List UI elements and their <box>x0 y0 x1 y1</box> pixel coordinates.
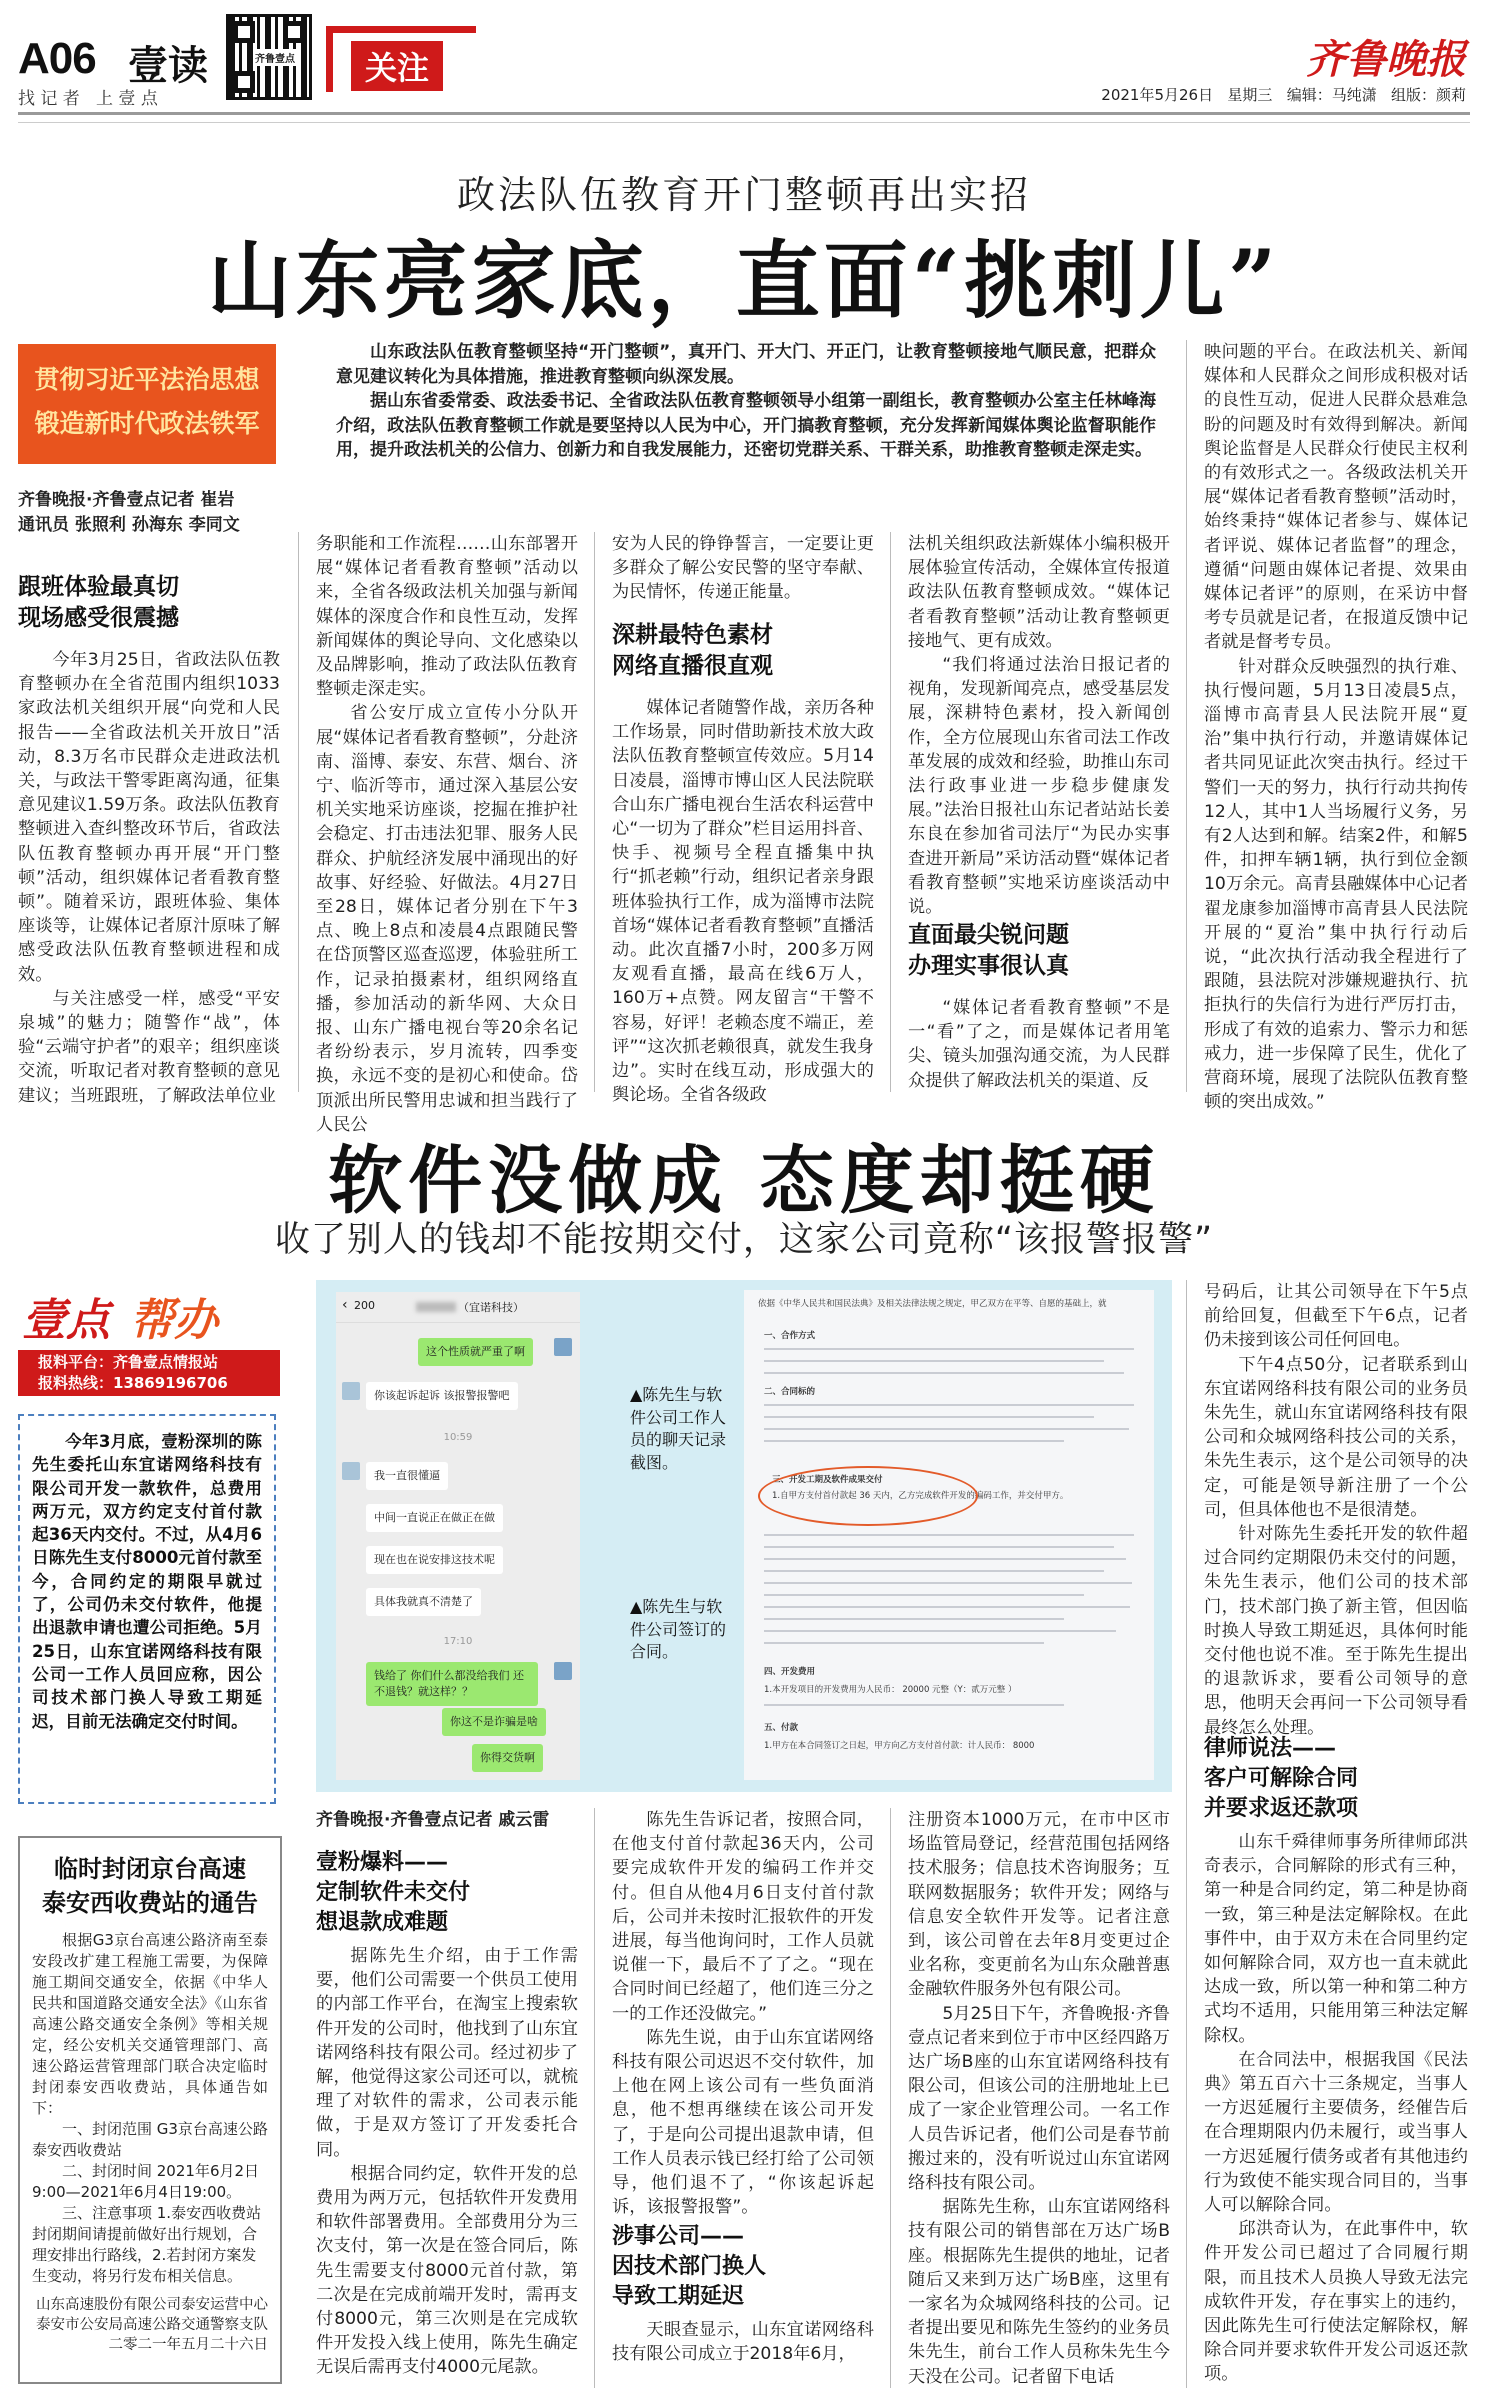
paragraph: 山东千舜律师事务所律师邱洪奇表示，合同解除的形式有三种，第一种是合同约定，第二种是协商一致，第三种是法定解除权。在此事件中，由于双方未在合同里约定如何解除合同，双方也一直未就此达成一致，所以第一种和第二种方式均不适用，只能用第三种法定解除权。 <box>1204 1832 1468 2046</box>
contract-section: 二、合同标的 <box>764 1387 816 1397</box>
paragraph: 根据合同约定，软件开发的总费用为两万元，包括软件开发费用和软件部署费用。全部费用分为三次支付，第一次是在签合同后，陈先生需要支付8000元首付款，第二次是在完成前端开发时，需再支付8000元，第三次则是在完成软件开发投入线上使用，陈先生确定无误后需再支付4000元尾款。 <box>316 2163 578 2378</box>
paragraph: 省公安厅成立宣传小分队开展“媒体记者看教育整顿”，分赴济南、淄博、泰安、东营、烟台、济宁、临沂等市，通过深入基层公安机关实地采访座谈，挖掘在推护社会稳定、打击违法犯罪、服务人民群众、护航经济发展中涌现出的好故事、好经验、好做法。4月27日至28日，媒体记者分别在下午3点、晚上8点和凌晨4点跟随民警在岱顶警区巡查巡逻，体验驻所工作，记录拍摄素材，组织网络直播，参加活动的新华网、大众日报、山东广播电视台等20余名记者纷纷表示，岁月流转，四季变换，永远不变的是初心和使命。岱顶派出所民警用忠诚和担当践行了人民公 <box>316 703 578 1135</box>
column-logo-a: 壹点 <box>22 1295 110 1346</box>
chat-message: 你这不是诈骗是啥 <box>442 1708 546 1736</box>
text-line <box>764 1642 1044 1644</box>
lead-subhead-1: 跟班体验最真切 现场感受很震撼 <box>18 574 179 631</box>
paragraph: 注册资本1000万元，在市中区市场监管局登记，经营范围包括网络技术服务；信息技术咨询服务；互联网数据服务；软件开发；网络与信息安全软件开发等。记者注意到，该公司曾在去年8月变更过企业名称，变更前名为山东众融普惠金融软件服务外包有限公司。 <box>908 1810 1170 2000</box>
second-col-4a <box>1204 1280 1468 1738</box>
text-line <box>764 1630 1116 1632</box>
hotline-text: 报料平台：齐鲁壹点情报站 报料热线：13869196706 <box>38 1353 228 1392</box>
paragraph: 映问题的平台。在政法机关、新闻媒体和人民群众之间形成积极对话的良性互动，促进人民群众悬难急盼的问题及时有效得到解决。新闻舆论监督是人民群众行使民主权利的有效形式之一。各级政法机关开展“媒体记者看教育整顿”活动时，始终秉持“媒体记者参与、媒体记者评说、媒体记者监督”的理念，遵循“问题由媒体记者提、效果由媒体记者评”的原则，在采访中督考专员就是记者，在报道反馈中记者就是督考专员。 <box>1204 342 1468 653</box>
column-rule <box>298 532 299 1092</box>
blurred-name <box>416 1302 456 1312</box>
column-rule <box>1186 1280 1187 2388</box>
paragraph: 天眼查显示，山东宜诺网络科技有限公司成立于2018年6月， <box>612 2320 874 2365</box>
column-rule <box>890 1808 891 2388</box>
text-line <box>764 1416 1094 1418</box>
summary-paragraph: 据山东省委常委、政法委书记、全省政法队伍教育整顿领导小组第一副组长，教育整顿办公室主任林峰海介绍，政法队伍教育整顿工作就是要坚持以人民为中心，开门搞教育整顿，充分发挥新闻媒体舆论监督职能作用，提升政法机关的公信力、创新力和自我发展能力，还密切党群关系、干群关系，助推教育整顿走深走实。 <box>336 391 1156 460</box>
contract-intro: 依据《中华人民共和国民法典》及相关法律法规之规定，甲乙双方在平等、自愿的基础上，就 <box>758 1299 1107 1309</box>
chat-message: 我一直很懂逼 <box>366 1462 448 1490</box>
text-line <box>764 1594 1084 1596</box>
second-subhead-1: 壹粉爆料—— 定制软件未交付 想退款成难题 <box>316 1850 471 1935</box>
section-name: 壹读 <box>128 43 208 89</box>
column-logo <box>18 1278 280 1346</box>
masthead-rule-thin <box>18 122 1470 123</box>
contract-screenshot <box>744 1290 1154 1780</box>
contract-circle <box>758 1466 978 1526</box>
notice-body: 根据G3京台高速公路济南至泰安段改扩建工程施工需要，为保障施工期间交通安全，依据《中华人民共和国道路交通安全法》《山东省高速公路交通安全条例》等相关规定，经公安机关交通管理部门、高速公路运营管理部门联合决定临时封闭泰安西收费站，具体通告如下： <box>32 1931 268 2117</box>
second-col-2b <box>612 2318 874 2388</box>
lead-subhead-2: 深耕最特色素材 网络直播很直观 <box>612 622 773 679</box>
paragraph: 5月25日下午，齐鲁晚报·齐鲁壹点记者来到位于市中区经四路万达广场B座的山东宜诺网络科技有限公司，但该公司的注册地址上已成了一家企业管理公司。一名工作人员告诉记者，他们公司是春节前搬过来的，没有听说过山东宜诺网络科技有限公司。 <box>908 2003 1170 2194</box>
notice-item: 二、封闭时间 2021年6月2日9:00—2021年6月4日19:00。 <box>32 2162 260 2201</box>
text-line <box>764 1606 1130 1608</box>
teaser-box <box>18 1414 276 1804</box>
contract-section: 一、合作方式 <box>764 1331 816 1341</box>
lead-col-4b <box>908 996 1170 1094</box>
paragraph: 法机关组织政法新媒体小编积极开展体验宣传活动，全媒体宣传报道政法队伍教育整顿成效。“媒体记者看教育整顿”活动让教育整顿更接地气、更有成效。 <box>908 534 1170 651</box>
paragraph: “媒体记者看教育整顿”不是一“看”了之，而是媒体记者用笔尖、镜头加强沟通交流，为人民群众提供了解政法机关的渠道、反 <box>908 998 1170 1091</box>
notice-issuers: 山东高速股份有限公司泰安运营中心 泰安市公安局高速公路交通警察支队 二零二一年五月二十六日 <box>36 2297 268 2353</box>
section-tag <box>326 26 476 92</box>
topic-banner <box>18 344 276 464</box>
avatar <box>554 1662 572 1680</box>
paragraph: 今年3月25日，省政法队伍教育整顿办在全省范围内组织1033家政法机关组织开展“向党和人民报告——全省政法机关开放日”活动，8.3万名市民群众走进政法机关，与政法干警零距离沟通，征集意见建议1.59万条。政法队伍教育整顿进入查纠整改环节后，省政法队伍教育整顿办再开展“开门整顿”活动，组织媒体记者看教育整顿”。随着采访，跟班体验、集体座谈等，让媒体记者原汁原味了解感受政法队伍教育整顿进程和成效。 <box>18 650 280 985</box>
chat-back-count: 200 <box>354 1299 375 1312</box>
column-rule <box>594 1808 595 2388</box>
chat-message: 中间一直说正在做正在做 <box>366 1504 503 1532</box>
qr-code <box>226 14 312 100</box>
notice-title: 临时封闭京台高速 泰安西收费站的通告 <box>42 1855 258 1917</box>
paragraph: 与关注感受一样，感受“平安泉城”的魅力；随警作“战”，体验“云端守护者”的艰辛；组织座谈交流，听取记者对教育整顿的意见建议；当班跟班，了解政法单位业 <box>18 988 280 1106</box>
text-line <box>764 1558 1126 1560</box>
teaser-text: 今年3月底，壹粉深圳的陈先生委托山东宜诺网络科技有限公司开发一款软件，总费用两万元，双方约定支付首付款起36天内交付。不过，从4月6日陈先生支付8000元首付款至今，合同约定的期限早就过了，公司仍未交付软件，他提出退款申请也遭公司拒绝。5月25日，山东宜诺网络科技有限公司一工作人员回应称，因公司技术部门换人导致工期延迟，目前无法确定交付时间。 <box>32 1432 262 1731</box>
paragraph: 务职能和工作流程……山东部署开展“媒体记者看教育整顿”活动以来，全省各级政法机关加强与新闻媒体的深度合作和良性互动，发挥新闻媒体的舆论导向、文化感染以及品牌影响，推动了政法队伍教育整顿走深走实。 <box>316 534 578 700</box>
contract-fee: 1.本开发项目的开发费用为人民币： 20000 元整（Y：贰万元整 ） <box>764 1685 1017 1695</box>
lead-subhead-3: 直面最尖锐问题 办理实事很认真 <box>908 922 1069 979</box>
avatar <box>342 1462 360 1480</box>
contract-section: 三、开发工期及软件成果交付 <box>772 1475 883 1485</box>
banner-line-1: 贯彻习近平法治思想 <box>34 365 260 394</box>
paragraph: “我们将通过法治日报记者的视角，发现新闻亮点，感受基层发展，深耕特色素材，投入新闻创作，全方位展现山东省司法工作改革发展的成效和经验，助推山东司法行政事业进一步稳步健康发展。”法治日报社山东记者站站长姜东良在参加省司法厅“为民办实事查进开新局”采访活动暨“媒体记者看教育整顿”实地采访座谈活动中说。 <box>908 655 1170 918</box>
second-col-1 <box>316 1944 578 2390</box>
lead-col-3b <box>612 696 874 1106</box>
chat-message: 具体我就真不清楚了 <box>366 1588 481 1616</box>
date-line: 2021年5月26日 星期三 编辑：马纯潇 组版：颜莉 <box>1101 86 1466 104</box>
text-line <box>764 1582 1132 1584</box>
masthead-slogan: 找 记 者 上 壹 点 <box>18 89 158 109</box>
text-line <box>764 1534 1134 1536</box>
masthead-rule <box>18 112 1470 115</box>
notice-item: 一、封闭范围 G3京台高速公路泰安西收费站 <box>32 2120 268 2159</box>
chat-header <box>336 1292 580 1323</box>
notice-item: 三、注意事项 1.泰安西收费站封闭期间请提前做好出行规划，合理安排出行路线，2.若封闭方案发生变动，将另行发布相关信息。 <box>32 2204 262 2285</box>
photo-caption-2: ▲陈先生与软件公司签订的合同。 <box>630 1597 727 1661</box>
avatar <box>342 1382 360 1400</box>
contract-section: 四、开发费用 <box>764 1667 816 1677</box>
text-line <box>764 1570 1104 1572</box>
lead-col-2 <box>316 532 578 1135</box>
paragraph: 陈先生说，由于山东宜诺网络科技有限公司迟迟不交付软件，加上他在网上该公司有一些负面消息，他不想再继续在该公司开发了，于是向公司提出退款申请，但工作人员表示钱已经打给了公司领导，他们退不了，“你该起诉起诉，该报警报警”。 <box>612 2027 874 2218</box>
paragraph: 邱洪奇认为，在此事件中，软件开发公司已超过了合同履行期限，而且技术人员换人导致无法完成软件开发，存在事实上的违约，因此陈先生可行使法定解除权，解除合同并要求软件开发公司返还款项。 <box>1204 2219 1468 2385</box>
chat-title: （宜诺科技） <box>458 1301 524 1314</box>
second-subhead-3: 律师说法—— 客户可解除合同 并要求返还款项 <box>1204 1736 1359 1821</box>
section-tag-label: 关注 <box>351 41 443 91</box>
chat-message: 你得交货啊 <box>472 1744 543 1772</box>
text-line <box>764 1348 1134 1350</box>
chat-message: 钱给了 你们什么都没给我们 还不退钱？就这样？？ <box>366 1662 538 1706</box>
back-arrow-icon: ‹ <box>342 1297 348 1313</box>
summary-paragraph: 山东政法队伍教育整顿坚持“开门整顿”，真开门、开大门、开正门，让教育整顿接地气顺民意，把群众意见建议转化为具体措施，推进教育整顿向纵深发展。 <box>336 342 1156 387</box>
paragraph: 安为人民的铮铮誓言，一定要让更多群众了解公安民警的坚守奉献、为民情怀，传递正能量。 <box>612 534 874 603</box>
chat-message: 现在也在说安排这技术呢 <box>366 1546 503 1574</box>
chat-timestamp: 10:59 <box>443 1432 473 1443</box>
paragraph: 号码后，让其公司领导在下午5点前给回复，但截至下午6点，记者仍未接到该公司任何回电。 <box>1204 1282 1468 1351</box>
text-line <box>764 1546 1114 1548</box>
lead-col-3a <box>612 532 874 606</box>
contract-payment: 1.甲方在本合同签订之日起，甲方向乙方支付首付款：计人民币： 8000 <box>764 1741 1035 1751</box>
paragraph: 在合同法中，根据我国《民法典》第五百六十三条规定，当事人一方迟延履行主要债务，经催告后在合理期限内仍未履行，或当事人一方迟延履行债务或者有其他违约行为致使不能实现合同目的，当事人可以解除合同。 <box>1204 2049 1468 2216</box>
second-subhead-2: 涉事公司—— 因技术部门换人 导致工期延迟 <box>612 2224 767 2309</box>
lead-summary <box>336 340 1156 463</box>
qr-label: 齐鲁壹点 <box>253 49 297 66</box>
second-col-2a <box>612 1808 874 2218</box>
chat-timestamp: 17:10 <box>443 1636 473 1647</box>
text-line <box>764 1372 1124 1374</box>
notice-box <box>18 1836 282 2384</box>
hotline-box <box>18 1350 280 1396</box>
lead-col-5 <box>1204 340 1468 1113</box>
column-rule <box>1186 340 1187 1092</box>
second-subhead: 收了别人的钱却不能按期交付，这家公司竟称“该报警报警” <box>274 1220 1214 1260</box>
column-rule <box>890 532 891 1092</box>
chat-screenshot <box>336 1292 580 1780</box>
second-byline: 齐鲁晚报·齐鲁壹点记者 戚云雷 <box>316 1810 550 1830</box>
lead-headline: 山东亮家底，直面“挑刺儿” <box>207 231 1281 330</box>
newspaper-logo: 齐鲁晚报 <box>1306 36 1466 83</box>
second-col-3 <box>908 1808 1170 2390</box>
paragraph: 据陈先生介绍，由于工作需要，他们公司需要一个供员工使用的内部工作平台，在淘宝上搜索软件开发的公司时，他找到了山东宜诺网络科技有限公司。经过初步了解，他觉得这家公司还可以，就梳理了对软件的需求，公司表示能做，于是双方签订了开发委托合同。 <box>316 1946 578 2160</box>
paragraph: 陈先生告诉记者，按照合同，在他支付首付款起36天内，公司要完成软件开发的编码工作并交付。但自从他4月6日支付首付款后，公司并未按时汇报软件的开发进展，每当他询问时，工作人员就说催一下，最后不了了之。“现在合同时间已经超了，他们连三分之一的工作还没做完。” <box>612 1810 874 2024</box>
paragraph: 下午4点50分，记者联系到山东宜诺网络科技有限公司的业务员朱先生，就山东宜诺网络科技有限公司和众城网络科技公司的关系，朱先生表示，这个是公司领导的决定，可能是领导新注册了一个公司，但具体他也不是很清楚。 <box>1204 1354 1468 1520</box>
lead-byline: 齐鲁晚报·齐鲁壹点记者 崔岩 通讯员 张照利 孙海东 李同文 <box>18 490 240 535</box>
avatar <box>554 1338 572 1356</box>
chat-message: 你该起诉起诉 该报警报警吧 <box>366 1382 518 1410</box>
text-line <box>764 1428 1129 1430</box>
lead-kicker: 政法队伍教育开门整顿再出实招 <box>456 173 1031 217</box>
paragraph: 据陈先生称，山东宜诺网络科技有限公司的销售部在万达广场B座。根据陈先生提供的地址，记者随后又来到万达广场B座，这里有一家名为众城网络科技的公司。记者提出要见和陈先生签约的业务员朱先生，前台工作人员称朱先生今天没在公司。记者留下电话 <box>908 2197 1170 2387</box>
column-rule <box>594 532 595 1092</box>
text-line <box>764 1404 1134 1406</box>
text-line <box>764 1440 1064 1442</box>
text-line <box>764 1618 1064 1620</box>
paragraph: 针对群众反映强烈的执行难、执行慢问题，5月13日凌晨5点，淄博市高青县人民法院开展“夏治”集中执行行动，并邀请媒体记者共同见证此次突击执行。经过干警们一天的努力，执行行动共拘传12人，其中1人当场履行义务，另有2人达到和解。结案2件，和解5件，扣押车辆1辆，执行到位金额10万余元。高青县融媒体中心记者翟龙康参加淄博市高青县人民法院开展的“夏治”集中执行行动后说，“此次执行活动我全程进行了跟随，县法院对涉嫌规避执行、抗拒执行的失信行为进行严厉打击，形成了有效的追索力、警示力和惩戒力，进一步保障了民生，优化了营商环境，展现了法院队伍教育整顿的突出成效。” <box>1204 656 1468 1113</box>
photo-caption-1: ▲陈先生与软件公司工作人员的聊天记录截图。 <box>630 1385 727 1472</box>
page-number: A06 <box>18 34 96 83</box>
contract-section: 五、付款 <box>764 1723 799 1733</box>
column-logo-b: 帮办 <box>130 1295 218 1346</box>
paragraph: 媒体记者随警作战，亲历各种工作场景，同时借助新技术放大政法队伍教育整顿宣传效应。5月14日凌晨，淄博市博山区人民法院联合山东广播电视台生活农科运营中心“一切为了群众”栏目运用抖音、快手、视频号全程直播集中执行“抓老赖”行动，组织记者亲身跟班体验执行工作，成为淄博市法院首场“媒体记者看教育整顿”直播活动。此次直播7小时，200多万网友观看直播，最高在线6万人，160万+点赞。网友留言“干警不容易，好评！老赖态度不端正，差评”“这次抓老赖很真，就发生我身边”。实时在线互动，形成强大的舆论场。全省各级政 <box>612 698 874 1106</box>
contract-highlight: 1.自甲方支付首付款起 36 天内，乙方完成软件开发的编码工作，并交付甲方。 <box>772 1491 1069 1501</box>
text-line <box>764 1704 1064 1706</box>
second-col-4b <box>1204 1830 1468 2390</box>
second-headline: 软件没做成 态度却挺硬 <box>328 1138 1160 1224</box>
lead-col-4a <box>908 532 1170 918</box>
paragraph: 针对陈先生委托开发的软件超过合同约定期限仍未交付的问题，朱先生表示，他们公司的技术部门，技术部门换了新主管，但因临时换人导致工期延迟，具体何时能交付他也说不准。至于陈先生提出的退款诉求，要看公司领导的意思，他明天会再问一下公司领导看最终怎么处理。 <box>1204 1524 1468 1738</box>
banner-line-2: 锻造新时代政法铁军 <box>34 409 260 438</box>
text-line <box>764 1360 1104 1362</box>
lead-col-1 <box>18 648 280 1106</box>
chat-message: 这个性质就严重了啊 <box>418 1338 533 1366</box>
